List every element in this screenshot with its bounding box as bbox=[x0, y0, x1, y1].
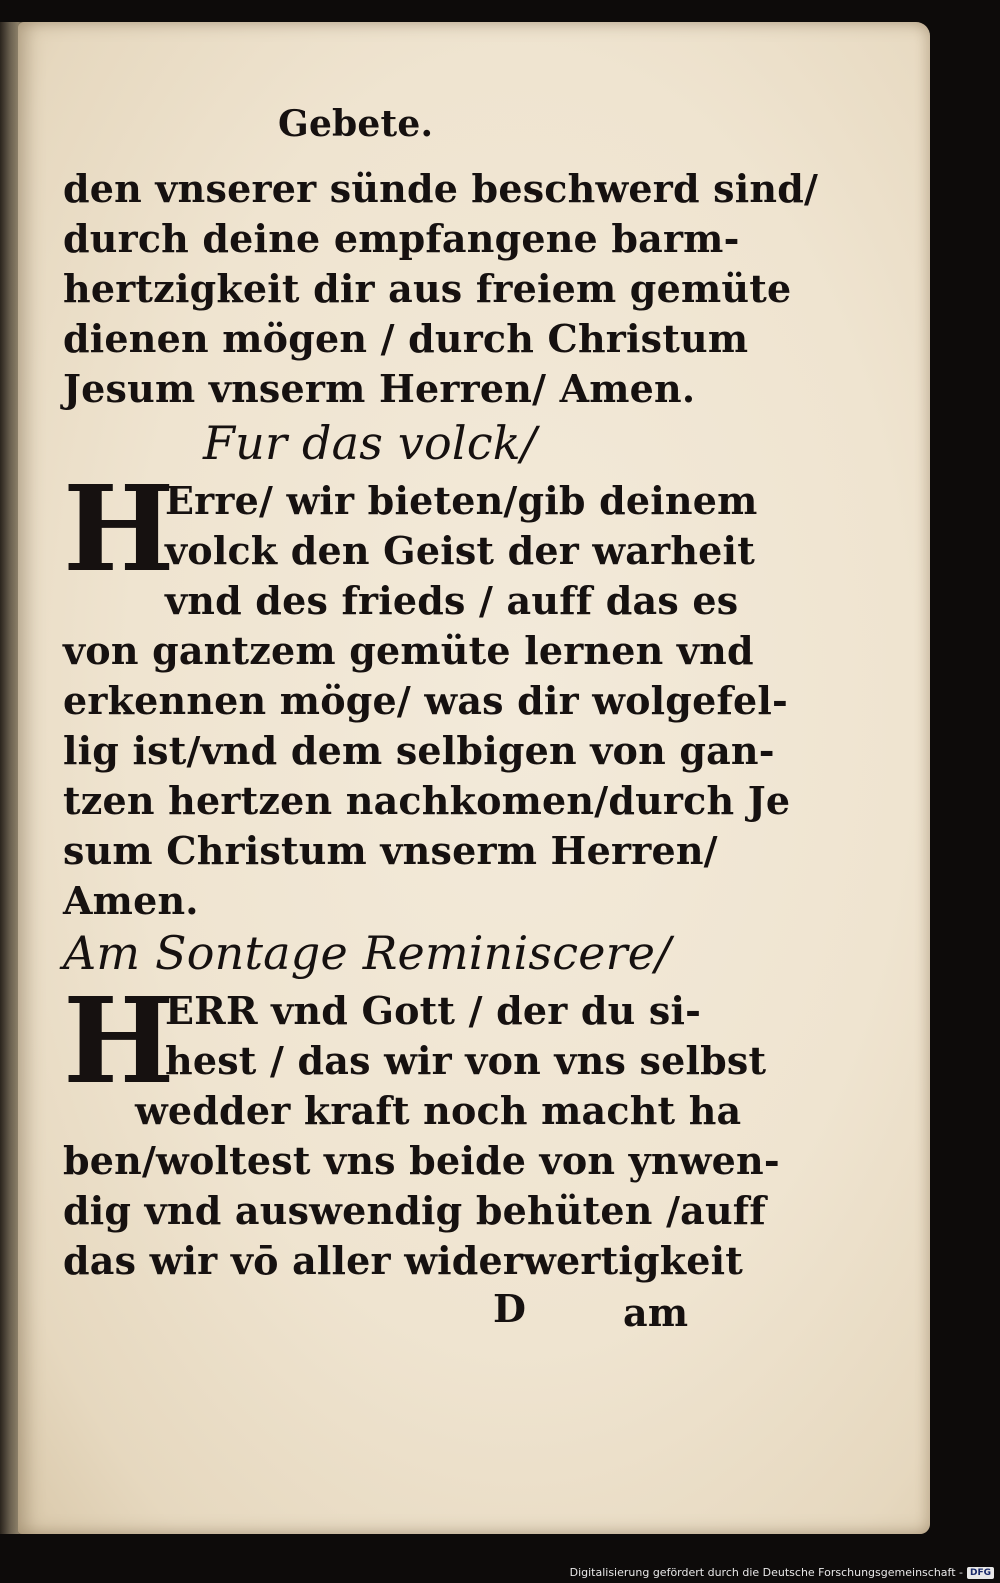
text-line: vnd des frieds / auff das es bbox=[165, 578, 739, 623]
catchword: am bbox=[623, 1290, 689, 1335]
initial-letter: H bbox=[63, 459, 175, 598]
text-line: den vnserer sünde beschwerd sind/ bbox=[63, 166, 819, 211]
text-line: hest / das wir von vns selbst bbox=[165, 1038, 767, 1083]
text-line: Jesum vnserm Herren/ Amen. bbox=[63, 366, 696, 411]
text-line: tzen hertzen nachkomen/durch Je bbox=[63, 778, 791, 823]
text-line: ben/woltest vns beide von ynwen- bbox=[63, 1138, 780, 1183]
text-line: lig ist/vnd dem selbigen von gan- bbox=[63, 728, 775, 773]
running-header: Gebete. bbox=[278, 103, 434, 145]
book-page bbox=[18, 22, 930, 1534]
initial-letter: H bbox=[63, 971, 175, 1110]
credit-text: Digitalisierung gefördert durch die Deutsche Forschungsgemeinschaft - bbox=[569, 1566, 963, 1579]
signature-mark: D bbox=[493, 1286, 527, 1331]
text-line: erkennen möge/ was dir wolgefel- bbox=[63, 678, 788, 723]
text-line: von gantzem gemüte lernen vnd bbox=[63, 628, 754, 673]
text-line: sum Christum vnserm Herren/ bbox=[63, 828, 718, 873]
text-line: Erre/ wir bieten/gib deinem bbox=[165, 478, 758, 523]
text-line: volck den Geist der warheit bbox=[165, 528, 755, 573]
section-heading: Am Sontage Reminiscere/ bbox=[63, 926, 671, 980]
dfg-logo-icon: DFG bbox=[967, 1567, 994, 1579]
text-line: durch deine empfangene barm- bbox=[63, 216, 740, 261]
text-line: Amen. bbox=[63, 878, 199, 923]
text-line: das wir vō aller widerwertigkeit bbox=[63, 1238, 744, 1283]
text-line: ERR vnd Gott / der du si- bbox=[165, 988, 702, 1033]
text-line: wedder kraft noch macht ha bbox=[135, 1088, 742, 1133]
text-line: dig vnd auswendig behüten /auff bbox=[63, 1188, 766, 1233]
text-line: dienen mögen / durch Christum bbox=[63, 316, 749, 361]
text-line: hertzigkeit dir aus freiem gemüte bbox=[63, 266, 792, 311]
digitization-credit bbox=[570, 1566, 994, 1579]
section-heading: Fur das volck/ bbox=[203, 416, 537, 470]
